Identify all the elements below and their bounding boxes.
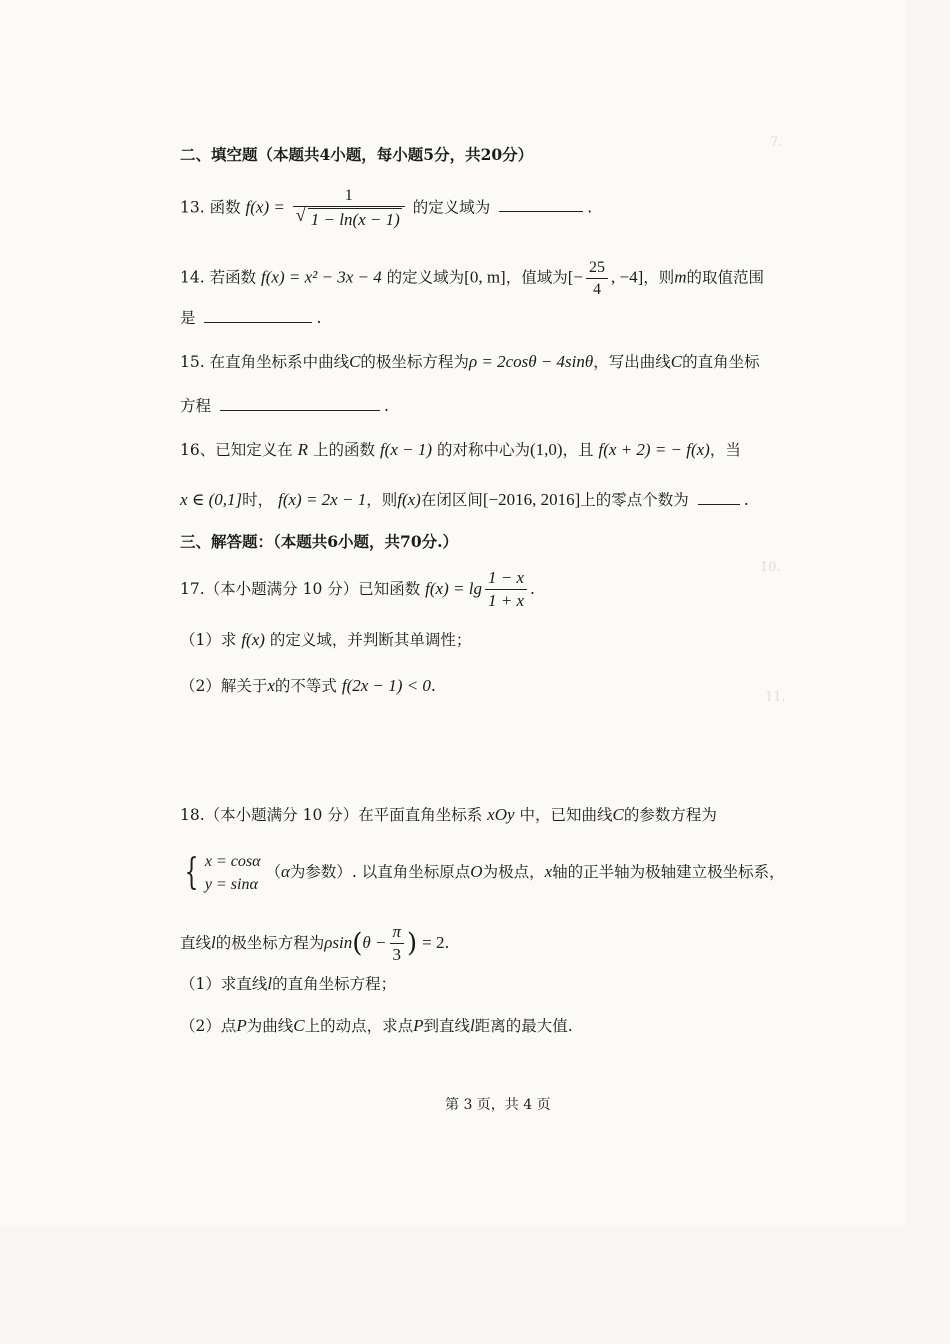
q18-pi-fraction (390, 922, 405, 966)
q16-prefix: 16、已知定义在 (180, 441, 293, 459)
q13-radicand: √ 1 − ln(x − 1) (308, 208, 402, 230)
q16-text: ，且 (562, 441, 594, 459)
q14-range-fraction (586, 258, 608, 299)
q18-p2-text: 为曲线 (246, 1017, 294, 1035)
q14-text: ，则 (643, 268, 675, 287)
q16-condition: x ∈ (0,1] (180, 490, 243, 509)
q16-R: R (297, 440, 309, 459)
q18-end: . (444, 933, 450, 952)
q17-numerator: 1 − x (487, 568, 524, 587)
q18-p1-text: 的直角坐标方程； (272, 975, 397, 993)
q16-text: 在闭区间 (420, 491, 483, 509)
q15-text: ，写出曲线 (593, 353, 671, 371)
q14-text: 的定义域为 (386, 268, 465, 287)
q18-theta: θ − (362, 932, 387, 952)
q18-origin: O (470, 862, 483, 882)
q13-fraction (293, 186, 405, 231)
q17-denominator: 1 + x (485, 589, 527, 611)
section-3-heading: 三、解答题：（本题共6小题，共70分.） (180, 532, 459, 551)
q16-text: 时， (242, 491, 274, 509)
q16-relation: f(x + 2) = − f(x) (598, 440, 710, 459)
q18-text: 为参数）. 以直角坐标原点 (289, 863, 471, 882)
q18-text: 的极坐标方程为 (215, 933, 325, 952)
bleed-through-text: 11. (765, 690, 786, 705)
q14-answer-blank (204, 308, 312, 323)
q18-pi: π (392, 922, 402, 941)
q17-p2-text: （2）解关于 (180, 677, 268, 695)
q17-p2-end: . (430, 677, 436, 695)
q13-numerator: 1 (344, 187, 353, 204)
q18-prefix: 18.（本小题满分 10 分）在平面直角坐标系 (180, 806, 483, 824)
question-17-part-1 (180, 630, 471, 650)
q15-end: . (383, 397, 389, 415)
question-18 (180, 805, 717, 825)
q18-brace: { (184, 852, 199, 894)
q18-text: （ (265, 863, 281, 882)
q18-text: 为极点， (482, 863, 545, 882)
bleed-through-text: 10. (760, 560, 781, 575)
question-13 (180, 186, 592, 231)
q17-p2-x: x (267, 676, 275, 695)
q17-p1-fx: f(x) (241, 630, 265, 649)
q15-line2-prefix: 方程 (180, 397, 212, 415)
question-15 (180, 352, 760, 372)
q18-three: 3 (390, 943, 405, 965)
q17-fraction (485, 568, 527, 612)
q13-suffix: 的定义域为 (412, 198, 491, 217)
q14-domain: [0, m] (464, 267, 506, 287)
q16-func: f(x − 1) (379, 440, 433, 459)
q14-var: m (674, 267, 687, 287)
q17-p2-text: 的不等式 (274, 677, 337, 695)
q15-curve: C (349, 352, 361, 371)
q18-p1-text: （1）求直线 (180, 975, 268, 993)
q18-p2-text: 距离的最大值. (474, 1017, 573, 1035)
bleed-through-text: 7. (770, 135, 783, 150)
q15-equation: ρ = 2cosθ − 4sinθ (468, 352, 594, 371)
q16-answer-blank (698, 490, 740, 505)
q18-p2-line-l: l (470, 1016, 475, 1035)
q14-range-num: 25 (588, 259, 605, 276)
q18-p2-text: （2）点 (180, 1017, 237, 1035)
q14-range-den: 4 (586, 278, 608, 299)
q14-range-close: , −4] (610, 267, 644, 287)
q18-p2-P: P (413, 1016, 424, 1035)
question-14-line-2 (180, 308, 321, 328)
question-18-line-2 (180, 850, 785, 896)
q18-coordinate-system: xOy (487, 805, 515, 824)
q16-tail: ，当 (709, 441, 741, 459)
q15-curve: C (670, 352, 683, 371)
question-18-line-3: 直线l的极坐标方程为ρsin(θ − $\frac{\pi}{3}$ ) = 2. (180, 922, 450, 965)
q13-func: f(x) = (245, 197, 285, 217)
q18-p2-P: P (236, 1016, 247, 1035)
question-17 (180, 568, 535, 612)
q15-prefix: 15. 在直角坐标系中曲线 (180, 353, 350, 371)
q18-rho-sin: ρsin (324, 932, 353, 952)
q16-text: 上的零点个数为 (580, 491, 689, 509)
q14-tail: 的取值范围 (686, 268, 765, 287)
q18-p1-line-l: l (267, 974, 273, 993)
q18-p2-C: C (293, 1016, 305, 1035)
q16-text: 的对称中心为 (436, 441, 530, 459)
q17-prefix: 17.（本小题满分 10 分）已知函数 (180, 579, 421, 598)
q13-prefix: 13. 函数 (180, 198, 241, 217)
q14-line2-prefix: 是 (180, 309, 196, 327)
q16-interval: [−2016, 2016] (482, 490, 581, 509)
q18-x-axis: x (544, 862, 553, 882)
page-footer: 第 3 页，共 4 页 (445, 1097, 551, 1113)
q15-text: 的极坐标方程为 (360, 353, 469, 371)
q14-text: ，值域为 (505, 268, 568, 287)
q16-text: ，则 (366, 491, 398, 509)
q18-parametric-equations (205, 850, 261, 896)
q18-text: 直线 (180, 933, 212, 952)
q16-definition: f(x) = 2x − 1 (278, 490, 367, 509)
q17-p2-inequality: f(2x − 1) < 0 (341, 676, 431, 695)
q18-eq-x: x = cosα (204, 853, 261, 870)
q18-text: 轴的正半轴为极轴建立极坐标系， (552, 863, 785, 882)
q18-equals-2: = 2 (422, 932, 445, 952)
q13-answer-blank (499, 197, 583, 212)
q18-p2-text: 到直线 (423, 1017, 471, 1035)
q13-end: . (587, 198, 593, 217)
q16-end: . (743, 491, 749, 509)
q17-end: . (530, 579, 535, 598)
q14-range-open: [− (567, 267, 583, 287)
q16-center: (1,0) (529, 440, 563, 459)
q14-prefix: 14. 若函数 (180, 268, 257, 287)
question-14 (180, 258, 764, 299)
q17-func: f(x) = lg (425, 578, 482, 598)
q15-answer-blank (220, 396, 380, 411)
q15-tail: 的直角坐标 (682, 353, 760, 371)
question-16-line-2 (180, 490, 749, 510)
q16-text: 上的函数 (313, 441, 376, 459)
q18-curve: C (612, 805, 624, 824)
q18-p2-text: 上的动点，求点 (304, 1017, 414, 1035)
q18-text: 中，已知曲线 (519, 806, 613, 824)
q16-fx: f(x) (397, 490, 421, 509)
q18-line-l: l (211, 932, 216, 952)
section-2-heading: 二、填空题（本题共4小题，每小题5分，共20分） (180, 145, 534, 164)
q17-p1-text: （1）求 (180, 631, 237, 649)
question-15-line-2 (180, 396, 389, 416)
question-16 (180, 440, 741, 460)
question-18-part-2 (180, 1016, 573, 1036)
question-18-part-1 (180, 974, 396, 994)
q17-p1-text: 的定义域，并判断其单调性； (269, 631, 472, 649)
q14-expr: f(x) = x² − 3x − 4 (261, 267, 382, 287)
question-17-part-2 (180, 676, 436, 696)
q18-tail: 的参数方程为 (623, 806, 717, 824)
q14-end: . (316, 309, 322, 327)
q18-eq-y: y = sinα (204, 876, 258, 894)
q18-alpha: α (280, 862, 290, 882)
